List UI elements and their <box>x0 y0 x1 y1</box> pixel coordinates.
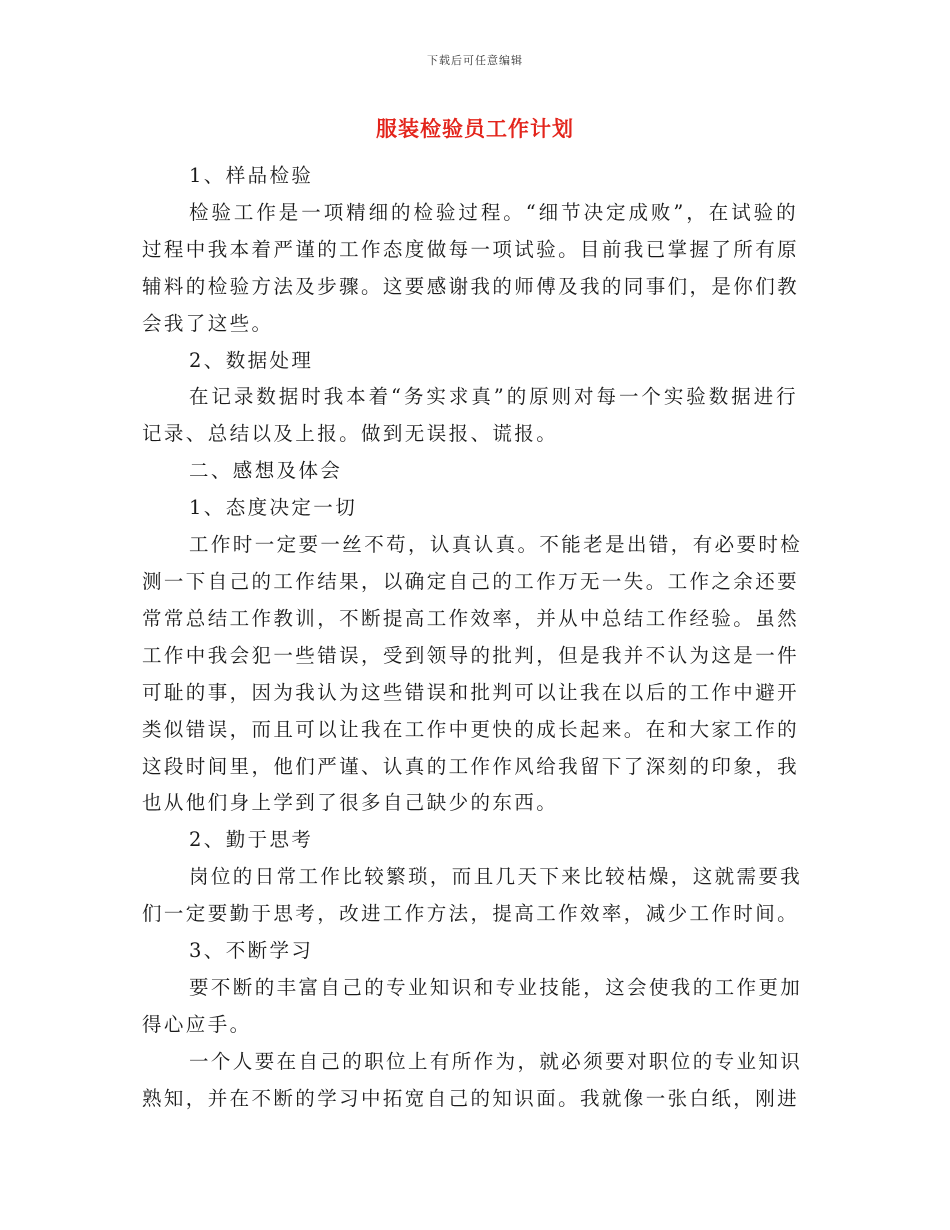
paragraph-line: 在记录数据时我本着“务实求真”的原则对每一个实验数据进行 <box>189 385 798 409</box>
paragraph-line: 可耻的事，因为我认为这些错误和批判可以让我在以后的工作中避开 <box>142 680 800 704</box>
paragraph-line: 这段时间里，他们严谨、认真的工作作风给我留下了深刻的印象，我 <box>142 754 800 778</box>
paragraph-line: 2、数据处理 <box>189 348 314 372</box>
document-title: 服装检验员工作计划 <box>376 116 574 141</box>
paragraph <box>142 970 803 1044</box>
paragraph <box>142 158 798 195</box>
paragraph-line: 工作时一定要一丝不苟，认真认真。不能老是出错，有必要时检 <box>189 533 803 557</box>
paragraph-line: 得心应手。 <box>142 1012 252 1036</box>
paragraph <box>142 933 798 970</box>
paragraph <box>142 527 803 822</box>
paragraph <box>142 379 798 453</box>
paragraph-line: 工作中我会犯一些错误，受到领导的批判，但是我并不认为这是一件 <box>142 643 800 667</box>
paragraph-line: 类似错误，而且可以让我在工作中更快的成长起来。在和大家工作的 <box>142 717 800 741</box>
paragraph-line: 常常总结工作教训，不断提高工作效率，并从中总结工作经验。虽然 <box>142 606 800 630</box>
paragraph-line: 熟知，并在不断的学习中拓宽自己的知识面。我就像一张白纸，刚进 <box>142 1086 800 1110</box>
paragraph <box>142 453 798 490</box>
paragraph-line: 二、感想及体会 <box>189 459 343 483</box>
document-body <box>142 158 803 1118</box>
header-note: 下载后可任意编辑 <box>427 54 523 67</box>
paragraph-line: 们一定要勤于思考，改进工作方法，提高工作效率，减少工作时间。 <box>142 902 800 926</box>
paragraph-line: 3、不断学习 <box>189 939 314 963</box>
paragraph-line: 要不断的丰富自己的专业知识和专业技能，这会使我的工作更加 <box>189 975 803 999</box>
paragraph-line: 也从他们身上学到了很多自己缺少的东西。 <box>142 791 559 815</box>
paragraph-line: 1、态度决定一切 <box>189 496 358 520</box>
paragraph-line: 1、样品检验 <box>189 164 314 187</box>
paragraph-line: 检验工作是一项精细的检验过程。“细节决定成败”，在试验的 <box>189 200 798 224</box>
paragraph <box>142 195 798 343</box>
paragraph-line: 一个人要在自己的职位上有所作为，就必须要对职位的专业知识 <box>189 1049 803 1073</box>
paragraph-line: 过程中我本着严谨的工作态度做每一项试验。目前我已掌握了所有原 <box>142 237 800 261</box>
paragraph <box>142 822 798 859</box>
paragraph <box>142 859 803 933</box>
paragraph-line: 岗位的日常工作比较繁琐，而且几天下来比较枯燥，这就需要我 <box>189 865 803 889</box>
paragraph-line: 辅料的检验方法及步骤。这要感谢我的师傅及我的同事们，是你们教 <box>142 274 800 298</box>
paragraph <box>142 343 798 380</box>
paragraph-line: 会我了这些。 <box>142 311 274 335</box>
paragraph <box>142 490 798 527</box>
paragraph-line: 2、勤于思考 <box>189 828 314 852</box>
paragraph <box>142 1044 803 1118</box>
paragraph-line: 测一下自己的工作结果，以确定自己的工作万无一失。工作之余还要 <box>142 569 800 593</box>
paragraph-line: 记录、总结以及上报。做到无误报、谎报。 <box>142 422 559 446</box>
